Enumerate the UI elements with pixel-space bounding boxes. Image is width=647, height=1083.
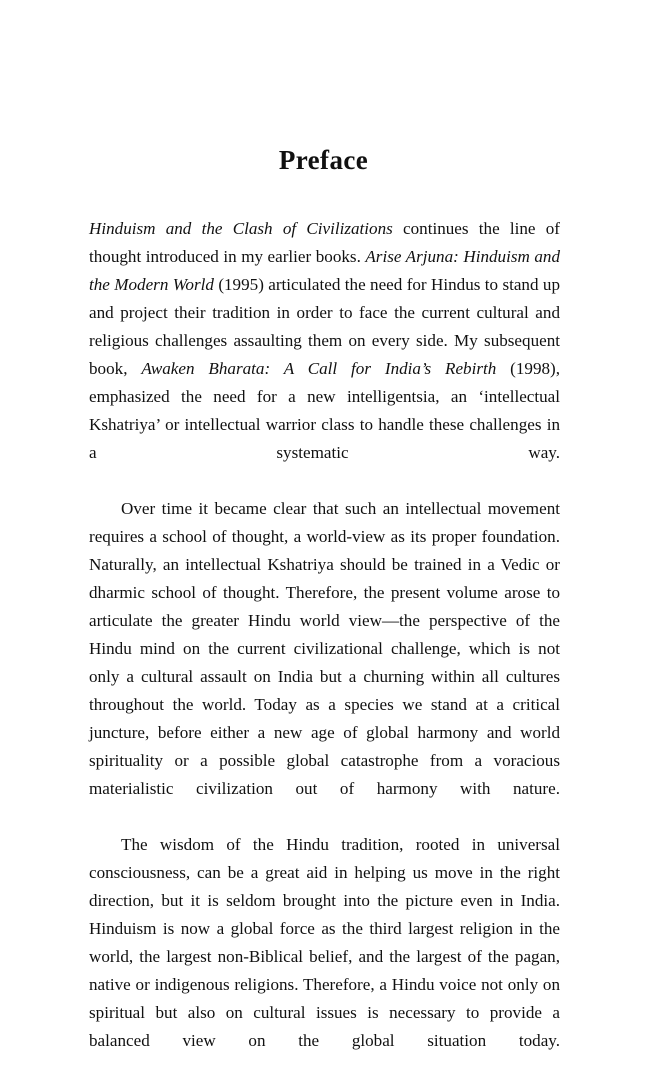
text-run: Over time it became clear that such an intellectual movement requires a school of thought, a world-view as its proper foundation. Naturally, an intellectual Kshatriya should be trained in a Vedic or dharmic school of thought. Therefore, the present volume arose to articulate the greater Hindu world view—the perspective of the Hindu mind on the current civilizational challenge, which is not only a cultural assault on India but a churning within all cultures throughout the world. Today as a species we stand at a critical juncture, before either a new age of global harmony and world spirituality or a possible global catastrophe from a voracious materialistic civilization out of harmony with nature. [89, 499, 560, 798]
italic-title-run: Hinduism and the Clash of Civilizations [89, 219, 393, 238]
paragraph [89, 495, 560, 831]
text-run: (1998), emphasized the need for a new intelligentsia, an ‘intellectual Kshatriya’ or intellectual warrior class to handle these challenges in a systematic way. [89, 359, 561, 462]
text-run: (1995) articulated the need for Hindus to stand up and project their tradition in order to face the current cultural and religious challenges assaulting them on every side. My subsequent book, [89, 275, 561, 378]
italic-title-run: Arise Arjuna: Hinduism and the Modern World [89, 247, 560, 294]
italic-title-run: Awaken Bharata: A Call for India’s Rebirth [141, 359, 497, 378]
text-run: The wisdom of the Hindu tradition, rooted in universal consciousness, can be a great aid in helping us move in the right direction, but it is seldom brought into the picture even in India. Hinduism is now a global force as the third largest religion in the world, the largest non-Biblical belief, and the largest of the pagan, native or indigenous religions. Therefore, a Hindu voice not only on spiritual but also on cultural issues is necessary to provide a balanced view on the global situation today. [89, 835, 560, 1050]
paragraph [89, 831, 560, 1083]
paragraph [89, 215, 560, 495]
page-title: Preface [278, 145, 369, 176]
text-run: continues the line of thought introduced in my earlier books. [89, 219, 560, 266]
body-text-block [89, 215, 560, 1083]
